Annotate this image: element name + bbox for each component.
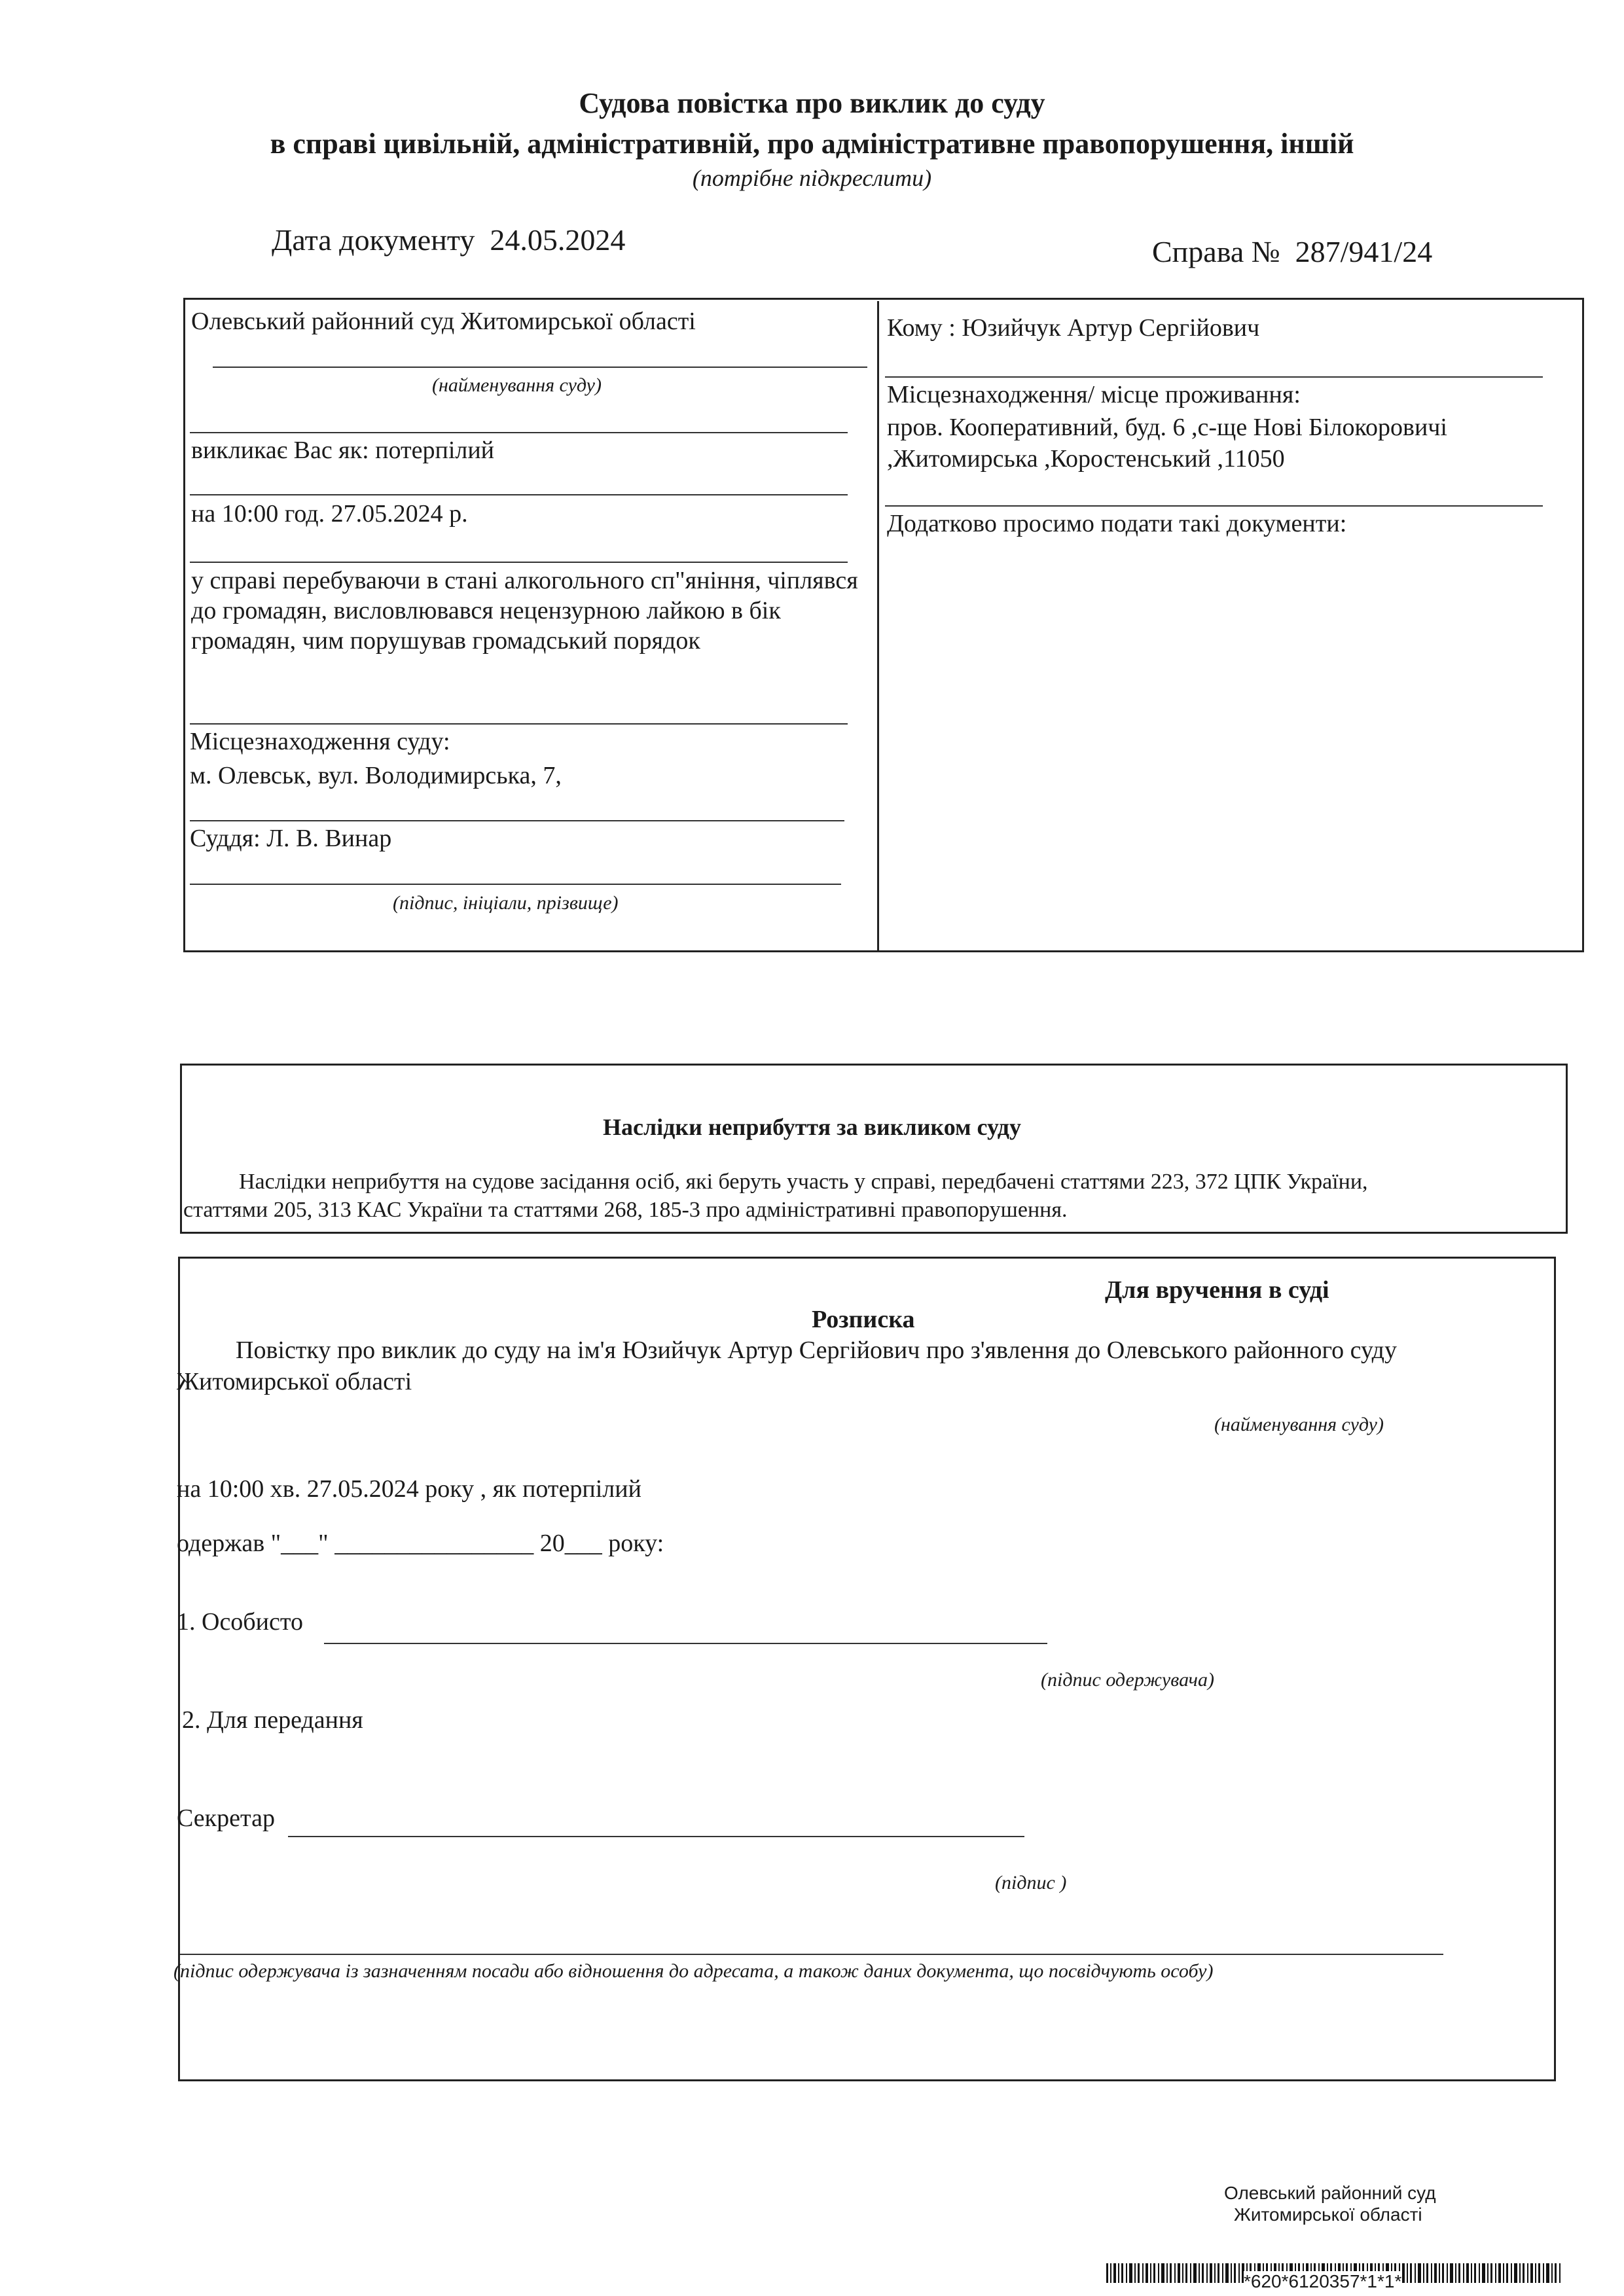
title-note: (потрібне підкреслити) bbox=[692, 165, 932, 191]
title-line-1: Судова повістка про виклик до суду bbox=[579, 87, 1045, 119]
stamp-line-2: Житомирської області bbox=[1234, 2204, 1422, 2225]
transfer-label: 2. Для передання bbox=[182, 1706, 363, 1734]
for-court-delivery: Для вручення в суді bbox=[1105, 1276, 1329, 1304]
divider-line bbox=[190, 494, 848, 495]
signature-caption: (підпис, ініціали, прізвище) bbox=[393, 892, 619, 914]
case-label: Справа № bbox=[1152, 235, 1280, 268]
receipt-footnote: (підпис одержувача із зазначенням посади або відношення до адресата, а також даних документа, що посвідчують особу) bbox=[173, 1960, 1214, 1982]
judge: Суддя: Л. В. Винар bbox=[190, 825, 392, 852]
address-label: Місцезнаходження/ місце проживання: bbox=[887, 381, 1301, 408]
court-name-line bbox=[213, 367, 867, 368]
divider-line bbox=[190, 432, 848, 433]
personally-label: 1. Особисто bbox=[177, 1608, 303, 1636]
title-line-2: в справі цивільній, адміністративній, про адміністративне правопорушення, іншій bbox=[270, 128, 1354, 160]
secretary-signature-line bbox=[288, 1836, 1024, 1837]
recipient-signature-caption: (підпис одержувача) bbox=[1041, 1669, 1214, 1691]
case-value: 287/941/24 bbox=[1295, 235, 1433, 268]
summons-divider bbox=[877, 301, 879, 952]
date-value: 24.05.2024 bbox=[490, 223, 626, 257]
barcode-text: *620*6120357*1*1* bbox=[1244, 2271, 1402, 2291]
date-label: Дата документу bbox=[272, 223, 475, 257]
receipt-court-caption: (найменування суду) bbox=[1214, 1414, 1384, 1435]
address-line-2: ,Житомирська ,Коростенський ,11050 bbox=[887, 445, 1285, 473]
receipt-time-line: на 10:00 хв. 27.05.2024 року , як потерпілий bbox=[177, 1475, 641, 1503]
address-line-1: пров. Кооперативний, буд. 6 ,с-ще Нові Білокоровичі bbox=[887, 414, 1447, 441]
summons-as: викликає Вас як: потерпілий bbox=[191, 437, 495, 464]
address-line bbox=[885, 505, 1543, 507]
receipt-title: Розписка bbox=[812, 1306, 915, 1333]
secretary-signature-caption: (підпис ) bbox=[995, 1872, 1067, 1893]
receipt-text-1: Повістку про виклик до суду на ім'я Юзийчук Артур Сергійович про з'явлення до Олевського районного суду bbox=[236, 1336, 1397, 1364]
divider-line bbox=[190, 820, 844, 821]
consequences-text-2: статтями 205, 313 КАС України та статтями 268, 185-3 про адміністративні правопорушення. bbox=[183, 1198, 1068, 1222]
secretary-label: Секретар bbox=[177, 1804, 275, 1832]
case-description: у справі перебуваючи в стані алкогольного сп"яніння, чіплявся до громадян, висловлювався нецензурною лайкою в бік громадян, чим порушував громадський порядок bbox=[191, 567, 858, 655]
recipient-line bbox=[885, 376, 1543, 378]
appearance-time: на 10:00 год. 27.05.2024 р. bbox=[191, 500, 468, 528]
received-date-line: одержав "___" ________________ 20___ року: bbox=[177, 1530, 664, 1557]
consequences-title: Наслідки неприбуття за викликом суду bbox=[603, 1114, 1021, 1140]
stamp-line-1: Олевський районний суд bbox=[1224, 2183, 1436, 2203]
court-location: м. Олевськ, вул. Володимирська, 7, bbox=[190, 762, 562, 789]
court-location-label: Місцезнаходження суду: bbox=[190, 728, 450, 755]
court-name-caption: (найменування суду) bbox=[432, 374, 602, 396]
divider-line bbox=[190, 723, 848, 725]
case-number bbox=[1152, 234, 1432, 269]
divider-line bbox=[190, 562, 848, 563]
recipient: Кому : Юзийчук Артур Сергійович bbox=[887, 314, 1260, 342]
personally-signature-line bbox=[324, 1643, 1047, 1644]
consequences-text-1: Наслідки неприбуття на судове засідання осіб, які беруть участь у справі, передбачені статтями 223, 372 ЦПК України, bbox=[239, 1170, 1368, 1194]
court-name: Олевський районний суд Житомирської області bbox=[191, 308, 696, 335]
receipt-text-2: Житомирської області bbox=[177, 1368, 412, 1395]
document-date bbox=[272, 223, 625, 257]
signature-line bbox=[190, 884, 841, 885]
additional-documents: Додатково просимо подати такі документи: bbox=[887, 510, 1347, 537]
footnote-line bbox=[180, 1954, 1443, 1955]
